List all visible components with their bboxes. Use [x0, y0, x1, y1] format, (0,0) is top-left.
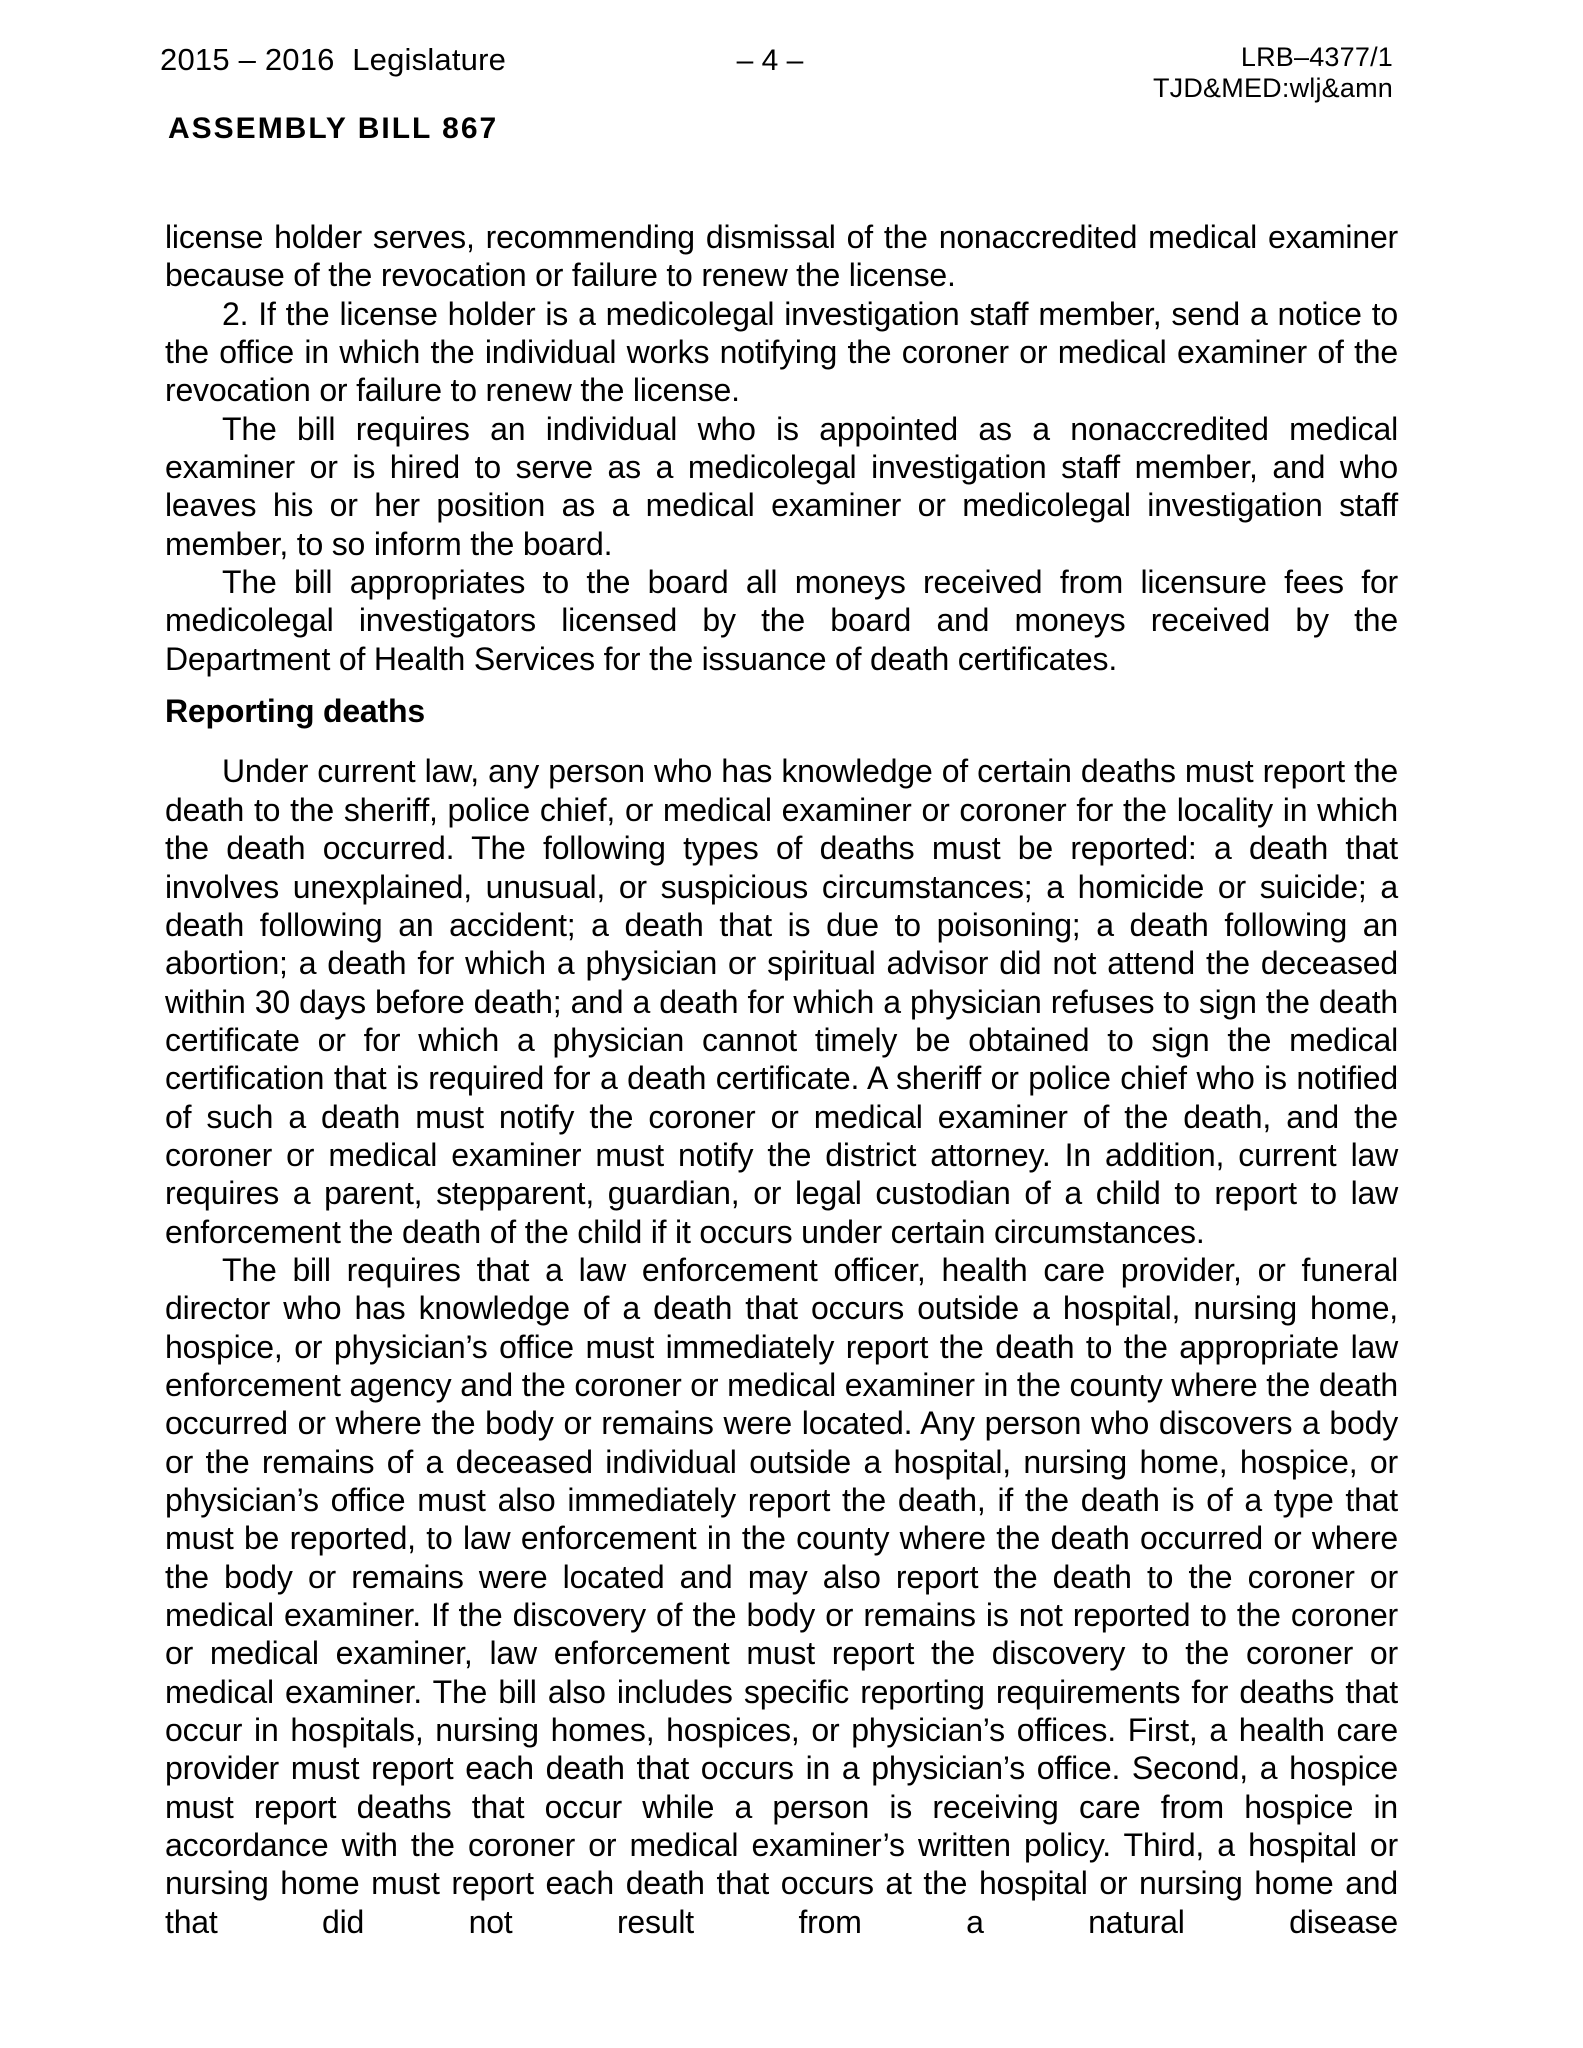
bill-title: ASSEMBLY BILL 867: [168, 112, 499, 145]
paragraph-appropriations: The bill appropriates to the board all moneys received from licensure fees for medicolegal investigators licensed by the board and moneys received by the Department of Health Services for the issuance of death certificates.: [165, 564, 1398, 677]
lrb-reference-block: [1153, 42, 1393, 104]
drafting-code: TJD&MED:wlj&amn: [1152, 73, 1393, 103]
paragraph-license-holder-continuation: license holder serves, recommending dismissal of the nonaccredited medical examiner because of the revocation or failure to renew the license.: [165, 219, 1398, 294]
lrb-code: LRB–4377/1: [1240, 42, 1393, 72]
paragraph-current-law-reporting: Under current law, any person who has knowledge of certain deaths must report the death to the sheriff, police chief, or medical examiner or coroner for the locality in which the death occurred. The following types of deaths must be reported: a death that involves unexplained, unusual, or suspicious circumstances; a homicide or suicide; a death following an accident; a death that is due to poisoning; a death following an abortion; a death for which a physician or spiritual advisor did not attend the deceased within 30 days before death; and a death for which a physician refuses to sign the death certificate or for which a physician cannot timely be obtained to sign the medical certification that is required for a death certificate. A sheriff or police chief who is notified of such a death must notify the coroner or medical examiner of the death, and the coroner or medical examiner must notify the district attorney. In addition, current law requires a parent, stepparent, guardian, or legal custodian of a child to report to law enforcement the death of the child if it occurs under certain circumstances.: [165, 753, 1398, 1250]
paragraph-inform-board: The bill requires an individual who is appointed as a nonaccredited medical examiner or is hired to serve as a medicolegal investigation staff member, and who leaves his or her position as a medical examiner or medicolegal investigation staff member, to so inform the board.: [165, 410, 1398, 562]
paragraph-item-2-notice: 2. If the license holder is a medicolegal investigation staff member, send a notice to the office in which the individual works notifying the coroner or medical examiner of the revocation or failure to renew the license.: [165, 295, 1398, 409]
bill-analysis-text: [165, 218, 1398, 1941]
section-heading-reporting-deaths: Reporting deaths: [165, 693, 425, 730]
page-number: – 4 –: [736, 44, 804, 77]
legislature-session: 2015 – 2016 Legislature: [160, 42, 507, 77]
paragraph-bill-reporting-requirements: The bill requires that a law enforcement officer, health care provider, or funeral director who has knowledge of a death that occurs outside a hospital, nursing home, hospice, or physician’s office must immediately report the death to the appropriate law enforcement agency and the coroner or medical examiner in the county where the death occurred or where the body or remains were located. Any person who discovers a body or the remains of a deceased individual outside a hospital, nursing home, hospice, or physician’s office must also immediately report the death, if the death is of a type that must be reported, to law enforcement in the county where the death occurred or where the body or remains were located and may also report the death to the coroner or medical examiner. If the discovery of the body or remains is not reported to the coroner or medical examiner, law enforcement must report the discovery to the coroner or medical examiner. The bill also includes specific reporting requirements for deaths that occur in hospitals, nursing homes, hospices, or physician’s offices. First, a health care provider must report each death that occurs in a physician’s office. Second, a hospice must report deaths that occur while a person is receiving care from hospice in accordance with the coroner or medical examiner’s written policy. Third, a hospital or nursing home must report each death that occurs at the hospital or nursing home and that did not result from a natural disease: [165, 1251, 1398, 1940]
